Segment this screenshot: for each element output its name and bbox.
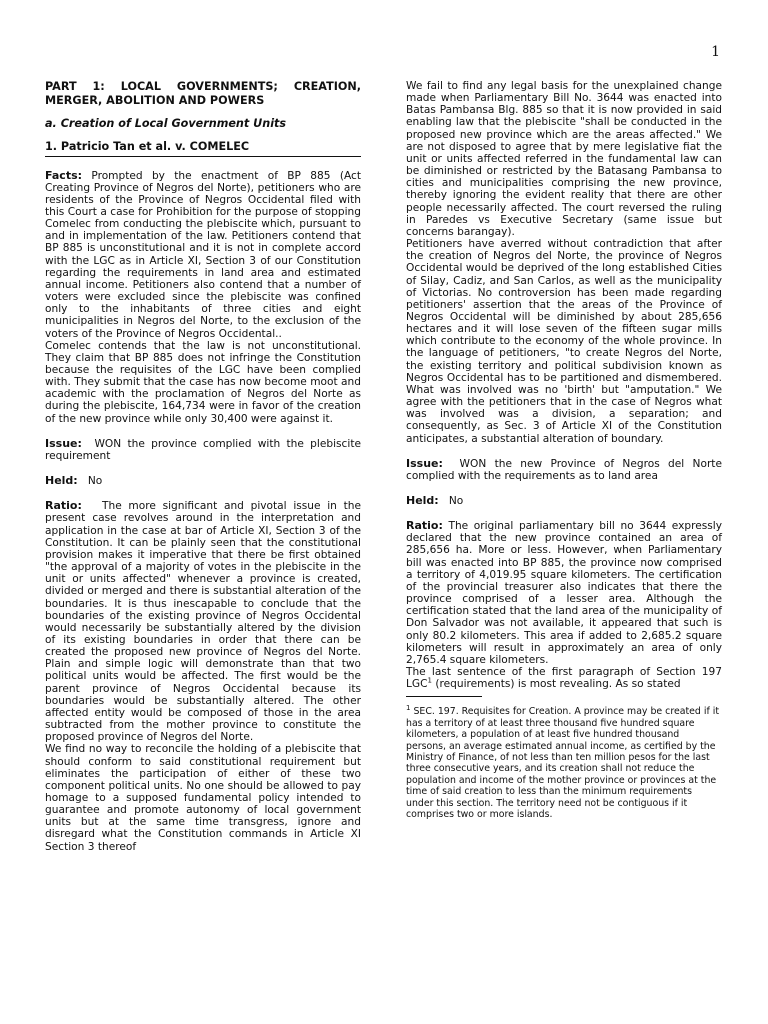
ratio-1 <box>45 500 361 743</box>
case-title: 1. Patricio Tan et al. v. COMELEC <box>45 141 361 156</box>
held-2-label: Held: <box>406 494 439 507</box>
page-number: 1 <box>711 44 720 60</box>
held-1-text: No <box>87 475 103 488</box>
issue-1-label: Issue: <box>45 436 82 450</box>
ratio-1-label: Ratio: <box>45 499 82 513</box>
footnote <box>406 706 722 820</box>
ratio-1-paragraph-3: We fail to find any legal basis for the unexplained change made when Parliamentary Bill No. 3644 was enacted into Batas Pambansa Blg. 885 so that it is now provided in said enabling law that the plebiscite "shall be conducted in the proposed new province which are the areas affected." We are not disposed to agree that by mere legislative fiat the unit or units affected referred in the fundamental law can be diminished or restricted by the Batasang Pambansa to cities and municipalities comprising the new province, thereby ignoring the evident reality that there are other people necessarily affected. The court reversed the ruling in Paredes vs Executive Secretary (same issue but concerns barangay). <box>406 80 722 238</box>
ratio-2-label: Ratio: <box>406 519 443 533</box>
issue-2 <box>406 458 722 482</box>
ratio-2-p2-after: (requirements) is most revealing. As so stated <box>431 678 681 691</box>
ratio-1-text: The more significant and pivotal issue in the present case revolves around in the interpretation and application in the case at bar of Article XI, Section 3 of the Constitution. It can be plainly seen that the constitutional provision makes it imperative that there be first obtained "the approval of a majority of votes in the plebiscite in the unit or units affected" whenever a province is created, divided or merged and there is substantial alteration of the boundaries. It is thus inescapable to conclude that the boundaries of the existing province of Negros Occidental would necessarily be substantially altered by the division of its existing boundaries in order that there can be created the proposed new province of Negros del Norte. Plain and simple logic will demonstrate than that two political units would be affected. The first would be the parent province of Negros Occidental because its boundaries would be substantially altered. The other affected entity would be composed of those in the area subtracted from the mother province to constitute the proposed province of Negros del Norte. <box>45 500 361 744</box>
facts-text: Prompted by the enactment of BP 885 (Act Creating Province of Negros del Norte), petitioners who are residents of the Province of Negros Occidental filed with this Court a case for Prohibition for the purpose of stopping Comelec from conducting the plebiscite which, pursuant to and in implementation of the law. Petitioners contend that BP 885 is unconstitutional and it is not in complete accord with the LGC as in Article XI, Section 3 of our Constitution regarding the requirements in land area and estimated annual income. Petitioners also contend that a number of voters were excluded since the plebiscite was confined only to the inhabitants of three cities and eight municipalities in Negros del Norte, to the exclusion of the voters of the Province of Negros Occidental.. <box>45 169 361 340</box>
issue-2-label: Issue: <box>406 456 443 470</box>
ratio-1-paragraph-4: Petitioners have averred without contradiction that after the creation of Negros del Norte, the province of Negros Occidental would be deprived of the long established Cities of Silay, Cadiz, and San Carlos, as well as the municipality of Victorias. No controversion has been made regarding petitioners' assertion that the areas of the Province of Negros Occidental will be diminished by about 285,656 hectares and it will lose seven of the fifteen sugar mills which contribute to the economy of the whole province. In the language of petitioners, "to create Negros del Norte, the existing territory and political subdivision known as Negros Occidental has to be partitioned and dismembered. What was involved was no 'birth' but "amputation." We agree with the petitioners that in the case of Negros what was involved was a division, a separation; and consequently, as Sec. 3 of Article XI of the Constitution anticipates, a substantial alteration of boundary. <box>406 238 722 445</box>
issue-1-text: WON the province complied with the plebiscite requirement <box>45 437 361 462</box>
ratio-2-text: The original parliamentary bill no 3644 expressly declared that the new province contained an area of 285,656 ha. More or less. However, when Parliamentary bill was enacted into BP 885, the province now comprised a territory of 4,019.95 square kilometers. The certification of the provincial treasurer also indicates that there the province comprised of a lesser area. Although the certification stated that the land area of the municipality of Don Salvador was not available, it appeared that such is only 80.2 kilometers. This area if added to 2,685.2 square kilometers will result in approximately an area of only 2,765.4 square kilometers. <box>406 520 722 666</box>
footnote-ref[interactable]: 1 <box>427 676 432 685</box>
ratio-1-paragraph-2: We find no way to reconcile the holding of a plebiscite that should conform to said constitutional requirement but eliminates the participation of either of these two component political units. No one should be allowed to pay homage to a supposed fundamental policy intended to guarantee and promote autonomy of local government units but at the same time transgress, ignore and disregard what the Constitution commands in Article XI Section 3 thereof <box>45 743 361 853</box>
part-title: PART 1: LOCAL GOVERNMENTS; CREATION, MERGER, ABOLITION AND POWERS <box>45 80 361 107</box>
comelec-paragraph: Comelec contends that the law is not unconstitutional. They claim that BP 885 does not infringe the Constitution because the requisites of the LGC have been complied with. They submit that the case has now become moot and academic with the proclamation of Negros del Norte as during the plebiscite, 164,734 were in favor of the creation of the new province while only 30,400 were against it. <box>45 339 361 425</box>
facts-label: Facts: <box>45 168 83 182</box>
held-1 <box>45 475 361 487</box>
right-column <box>406 80 722 820</box>
ratio-2 <box>406 520 722 666</box>
footnote-text: SEC. 197. Requisites for Creation. A province may be created if it has a territory of at least three thousand five hundred square kilometers, a population of at least five hundred thousand persons, an average estimated annual income, as certified by the Ministry of Finance, of not less than ten million pesos for the last three consecutive years, and its creation shall not reduce the population and income of the mother province or provinces at the time of said creation to less than the minimum requirements under this section. The territory need not be contiguous if it comprises two or more islands. <box>406 706 720 820</box>
left-column <box>45 80 361 853</box>
section-title: a. Creation of Local Government Units <box>45 117 287 131</box>
held-1-label: Held: <box>45 474 78 488</box>
held-2 <box>406 495 722 507</box>
footnote-mark: 1 <box>406 704 411 713</box>
ratio-2-paragraph-2 <box>406 666 722 690</box>
ratio-2-p2-before: The last sentence of the first paragraph of Section 197 LGC <box>406 666 722 691</box>
footnote-divider <box>406 696 482 697</box>
facts-paragraph <box>45 170 361 340</box>
issue-1 <box>45 438 361 462</box>
issue-2-text: WON the new Province of Negros del Norte complied with the requirements as to land area <box>406 457 722 482</box>
held-2-text: No <box>448 495 464 507</box>
